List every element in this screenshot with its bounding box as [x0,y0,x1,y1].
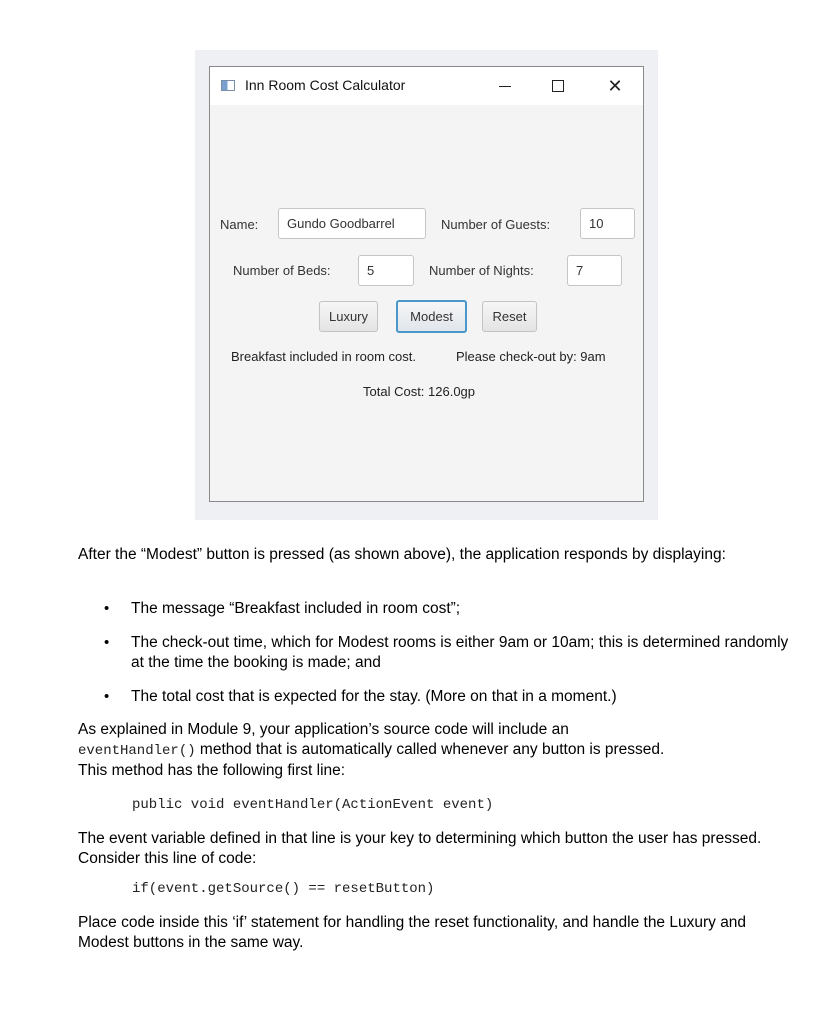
checkout-message: Please check-out by: 9am [456,349,606,364]
luxury-button[interactable]: Luxury [319,301,378,332]
module-paragraph [78,720,798,781]
reset-button[interactable]: Reset [482,301,537,332]
guests-label: Number of Guests: [441,217,551,232]
closing-paragraph: Place code inside this ‘if’ statement for handling the reset functionality, and handle the Luxury and Modest buttons in the same way. [78,914,747,951]
window-title: Inn Room Cost Calculator [245,77,406,93]
bullet-marker: • [104,600,110,617]
module-paragraph-start: As explained in Module 9, your application’s source code will include an [78,721,569,738]
name-label: Name: [220,217,259,232]
maximize-button[interactable] [543,73,573,99]
app-window [209,66,644,502]
name-field[interactable]: Gundo Goodbarrel [278,208,426,239]
app-icon [221,80,235,91]
event-paragraph: The event variable defined in that line is your key to determining which button the user has pressed. Consider this line of code: [78,830,762,867]
nights-field[interactable]: 7 [567,255,622,286]
minimize-icon [499,86,511,87]
event-handler-code: eventHandler() [78,743,196,759]
bullet-marker: • [104,688,110,705]
module-paragraph-rest: method that is automatically called whenever any button is pressed. [195,741,665,758]
bullet-item: The message “Breakfast included in room cost”; [131,600,461,617]
code-line-method: public void eventHandler(ActionEvent event) [132,797,494,813]
breakfast-message: Breakfast included in room cost. [231,349,416,364]
bullet-item: The total cost that is expected for the stay. (More on that in a moment.) [131,688,617,705]
maximize-icon [552,80,564,92]
minimize-button[interactable] [490,73,520,99]
close-button[interactable] [600,73,630,99]
beds-label: Number of Beds: [233,263,331,278]
close-icon: ✕ [607,75,623,96]
bullet-item: The check-out time, which for Modest rooms is either 9am or 10am; this is determined randomly at the time the booking is made; and [131,634,789,671]
intro-paragraph: After the “Modest” button is pressed (as shown above), the application responds by displaying: [78,546,726,563]
bullet-marker: • [104,634,110,651]
beds-field[interactable]: 5 [358,255,414,286]
modest-button[interactable]: Modest [396,300,467,333]
code-line-if: if(event.getSource() == resetButton) [132,881,435,897]
nights-label: Number of Nights: [429,263,534,278]
guests-field[interactable]: 10 [580,208,635,239]
title-bar [210,67,643,105]
total-cost-label: Total Cost: 126.0gp [363,384,476,399]
module-paragraph-end: This method has the following first line: [78,762,346,779]
